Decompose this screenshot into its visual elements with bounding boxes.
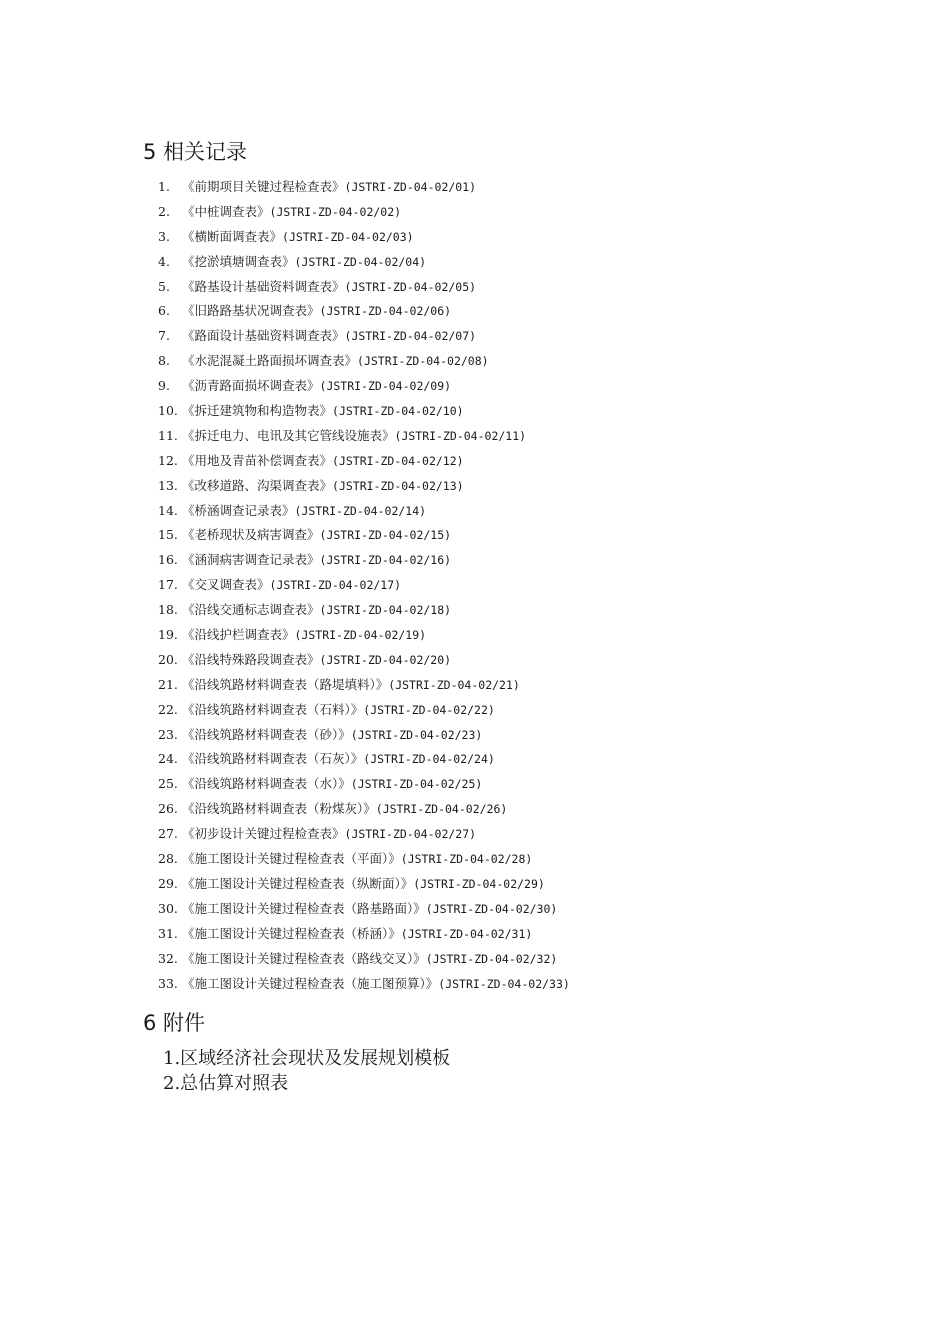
record-title: 《老桥现状及病害调查》 [182, 527, 320, 543]
record-number: 5. [158, 278, 170, 294]
record-title: 《中桩调查表》 [182, 203, 270, 219]
record-item [158, 301, 570, 326]
record-item [158, 326, 570, 351]
record-code: (JSTRI-ZD-04-02/09) [319, 379, 452, 394]
record-item [158, 725, 570, 750]
record-item [158, 774, 570, 799]
record-title: 《水泥混凝土路面损坏调查表》 [182, 353, 358, 369]
record-number: 17. [158, 577, 178, 593]
record-title: 《桥涵调查记录表》 [182, 502, 295, 518]
record-title: 《施工图设计关键过程检查表（路基路面）》 [182, 900, 426, 916]
record-code: (JSTRI-ZD-04-02/19) [294, 628, 427, 643]
record-code: (JSTRI-ZD-04-02/12) [332, 453, 464, 468]
record-number: 28. [158, 851, 178, 867]
record-item [158, 949, 570, 974]
record-item [158, 550, 570, 575]
record-item [158, 575, 570, 600]
record-item [158, 974, 570, 999]
record-number: 1. [158, 179, 170, 194]
record-title: 《挖淤填塘调查表》 [182, 253, 295, 269]
record-number: 3. [158, 228, 170, 244]
attachment-item: 2.总估算对照表 [163, 1073, 289, 1094]
record-item [158, 202, 570, 227]
record-code: (JSTRI-ZD-04-02/08) [357, 354, 489, 369]
record-item [158, 849, 570, 874]
record-code: (JSTRI-ZD-04-02/26) [375, 802, 508, 817]
record-item [158, 252, 570, 277]
record-code: (JSTRI-ZD-04-02/27) [344, 827, 477, 842]
record-number: 14. [158, 502, 178, 518]
record-item [158, 451, 570, 476]
record-number: 16. [158, 552, 178, 568]
record-title: 《拆迁建筑物和构造物表》 [182, 403, 333, 419]
record-title: 《沿线筑路材料调查表（石料）》 [182, 701, 364, 717]
record-code: (JSTRI-ZD-04-02/16) [319, 553, 452, 568]
attachment-item: 1.区域经济社会现状及发展规划模板 [163, 1048, 451, 1069]
record-title: 《初步设计关键过程检查表》 [182, 826, 345, 842]
record-number: 9. [158, 378, 170, 394]
record-number: 15. [158, 527, 178, 543]
record-item [158, 351, 570, 376]
record-title: 《沿线筑路材料调查表（石灰）》 [182, 751, 364, 767]
record-number: 23. [158, 726, 178, 742]
record-title: 《沿线交通标志调查表》 [182, 602, 320, 618]
record-number: 20. [158, 651, 178, 667]
record-title: 《沿线筑路材料调查表（砂）》 [182, 726, 351, 742]
record-number: 2. [158, 203, 170, 219]
record-number: 7. [158, 328, 170, 344]
record-number: 29. [158, 875, 178, 891]
record-item [158, 227, 570, 252]
record-code: (JSTRI-ZD-04-02/04) [294, 254, 427, 269]
record-code: (JSTRI-ZD-04-02/18) [319, 603, 452, 618]
section-heading-attachments: 6 附件 [143, 1011, 206, 1035]
record-title: 《施工图设计关键过程检查表（路线交叉）》 [182, 950, 426, 966]
record-item [158, 177, 570, 202]
record-code: (JSTRI-ZD-04-02/14) [294, 503, 427, 518]
section-heading-related-records: 5 相关记录 [143, 140, 248, 164]
record-title: 《拆迁电力、电讯及其它管线设施表》 [182, 427, 395, 443]
record-code: (JSTRI-ZD-04-02/33) [438, 976, 570, 991]
record-title: 《路面设计基础资料调查表》 [182, 328, 345, 344]
record-item [158, 874, 570, 899]
record-title: 《施工图设计关键过程检查表（桥涵）》 [182, 925, 401, 941]
record-item [158, 625, 570, 650]
record-item [158, 899, 570, 924]
record-number: 22. [158, 701, 178, 717]
record-title: 《施工图设计关键过程检查表（平面）》 [182, 851, 401, 867]
record-code: (JSTRI-ZD-04-02/28) [400, 852, 533, 867]
record-title: 《路基设计基础资料调查表》 [182, 278, 345, 294]
record-item [158, 525, 570, 550]
record-item [158, 650, 570, 675]
record-item [158, 799, 570, 824]
record-item [158, 824, 570, 849]
record-title: 《改移道路、沟渠调查表》 [182, 477, 333, 493]
record-number: 12. [158, 452, 178, 468]
record-code: (JSTRI-ZD-04-02/10) [332, 404, 464, 419]
record-title: 《用地及青苗补偿调查表》 [182, 452, 333, 468]
record-item [158, 924, 570, 949]
attachments-list [163, 1046, 450, 1096]
record-code: (JSTRI-ZD-04-02/21) [388, 677, 520, 692]
record-number: 4. [158, 253, 170, 269]
record-title: 《沿线护栏调查表》 [182, 627, 295, 643]
record-code: (JSTRI-ZD-04-02/01) [344, 180, 477, 194]
record-title: 《涵洞病害调查记录表》 [182, 552, 320, 568]
record-item [158, 476, 570, 501]
record-title: 《施工图设计关键过程检查表（施工图预算）》 [182, 975, 439, 991]
record-number: 6. [158, 303, 170, 319]
record-title: 《横断面调查表》 [182, 228, 283, 244]
record-code: (JSTRI-ZD-04-02/06) [319, 304, 452, 319]
record-item [158, 277, 570, 302]
record-code: (JSTRI-ZD-04-02/03) [282, 229, 414, 244]
record-number: 8. [158, 353, 170, 369]
record-number: 10. [158, 403, 178, 419]
record-code: (JSTRI-ZD-04-02/29) [413, 876, 545, 891]
record-code: (JSTRI-ZD-04-02/32) [425, 951, 558, 966]
record-title: 《沿线筑路材料调查表（水）》 [182, 776, 351, 792]
record-item [158, 376, 570, 401]
related-records-list [158, 177, 570, 998]
record-code: (JSTRI-ZD-04-02/07) [344, 329, 477, 344]
record-number: 13. [158, 477, 178, 493]
record-title: 《沿线筑路材料调查表（粉煤灰）》 [182, 801, 376, 817]
record-code: (JSTRI-ZD-04-02/25) [350, 777, 483, 792]
record-code: (JSTRI-ZD-04-02/20) [319, 652, 452, 667]
record-title: 《旧路路基状况调查表》 [182, 303, 320, 319]
record-number: 30. [158, 900, 178, 916]
record-code: (JSTRI-ZD-04-02/17) [269, 578, 402, 593]
record-item [158, 600, 570, 625]
record-number: 11. [158, 427, 178, 443]
record-code: (JSTRI-ZD-04-02/02) [269, 204, 402, 219]
record-number: 33. [158, 975, 178, 991]
record-title: 《沥青路面损坏调查表》 [182, 378, 320, 394]
record-code: (JSTRI-ZD-04-02/30) [425, 901, 558, 916]
record-code: (JSTRI-ZD-04-02/22) [363, 702, 495, 717]
record-number: 25. [158, 776, 178, 792]
record-item [158, 675, 570, 700]
record-number: 31. [158, 925, 178, 941]
record-title: 《沿线筑路材料调查表（路堤填料）》 [182, 676, 389, 692]
record-title: 《交叉调查表》 [182, 577, 270, 593]
record-item [158, 700, 570, 725]
record-number: 32. [158, 950, 178, 966]
record-code: (JSTRI-ZD-04-02/23) [350, 727, 483, 742]
record-item [158, 401, 570, 426]
record-code: (JSTRI-ZD-04-02/15) [319, 528, 452, 543]
record-item [158, 501, 570, 526]
record-title: 《施工图设计关键过程检查表（纵断面）》 [182, 875, 414, 891]
record-number: 18. [158, 602, 178, 618]
record-number: 21. [158, 676, 178, 692]
record-number: 26. [158, 801, 178, 817]
record-title: 《前期项目关键过程检查表》 [182, 179, 345, 194]
record-code: (JSTRI-ZD-04-02/11) [394, 428, 527, 443]
record-title: 《沿线特殊路段调查表》 [182, 651, 320, 667]
record-number: 19. [158, 627, 178, 643]
record-code: (JSTRI-ZD-04-02/05) [344, 279, 477, 294]
record-number: 24. [158, 751, 178, 767]
record-item [158, 749, 570, 774]
record-number: 27. [158, 826, 178, 842]
record-item [158, 426, 570, 451]
record-code: (JSTRI-ZD-04-02/24) [363, 752, 495, 767]
record-code: (JSTRI-ZD-04-02/31) [400, 926, 533, 941]
record-code: (JSTRI-ZD-04-02/13) [332, 478, 464, 493]
